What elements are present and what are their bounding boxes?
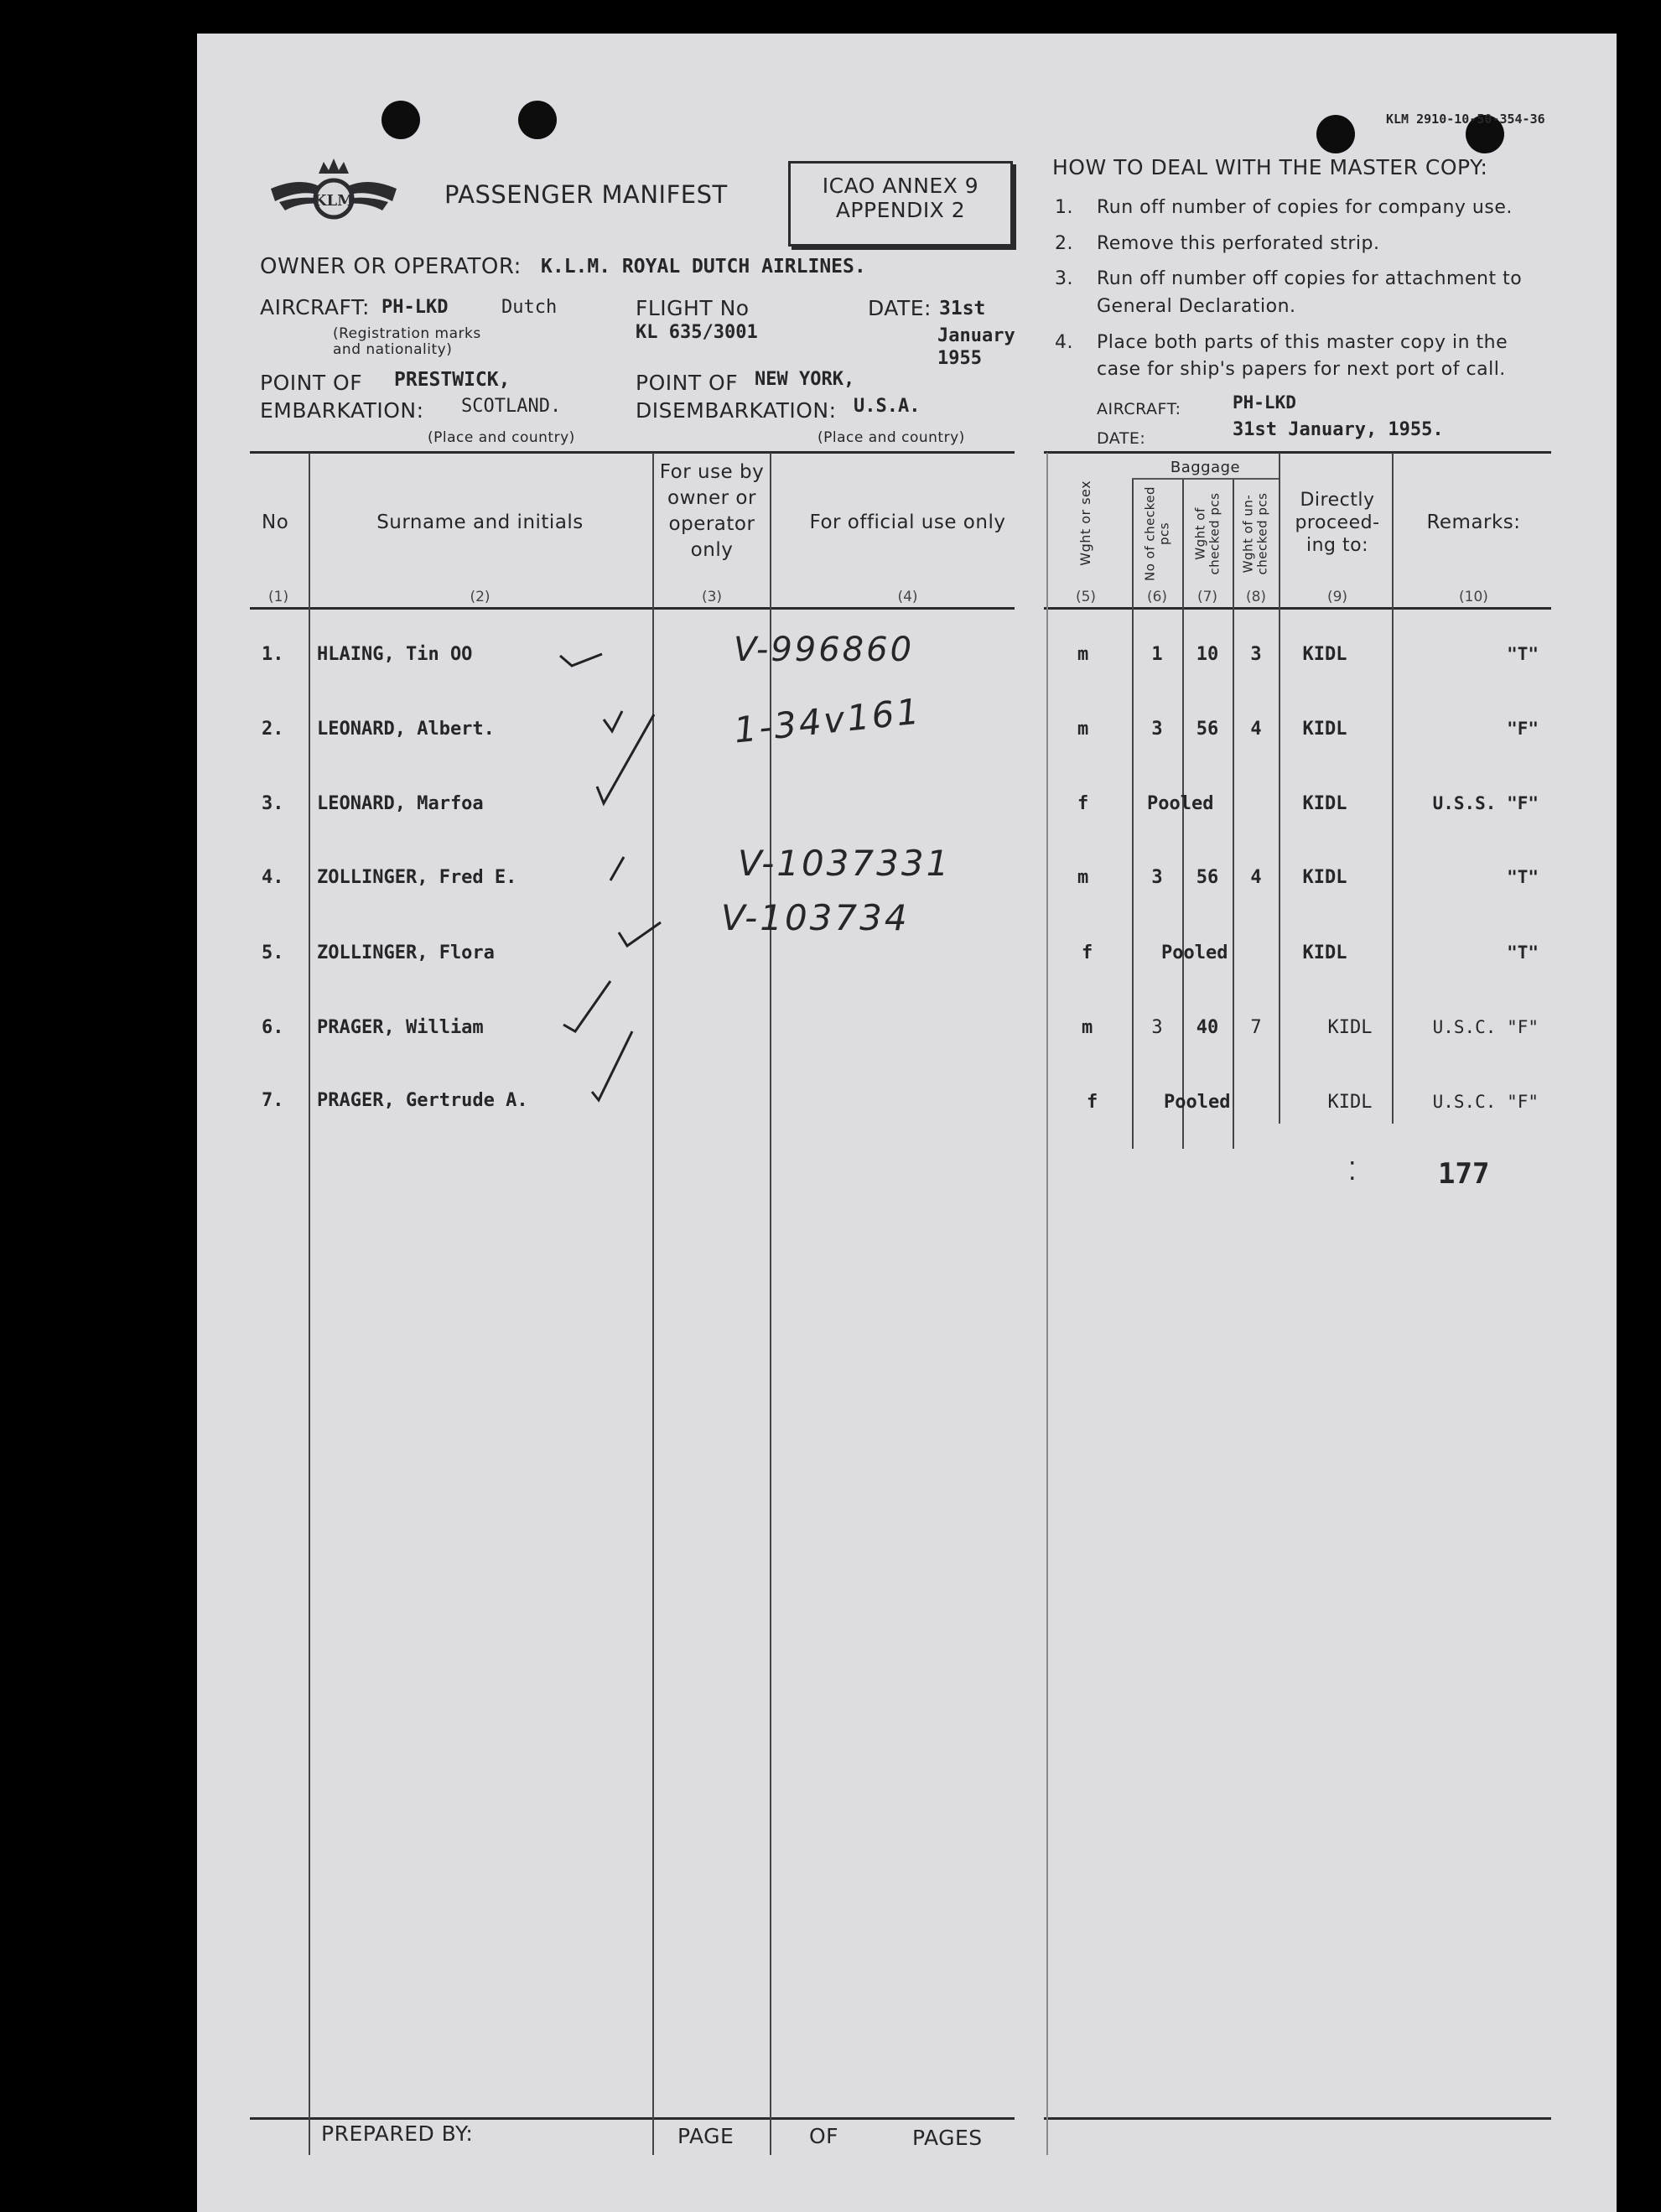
instructions-title: HOW TO DEAL WITH THE MASTER COPY: [1052, 155, 1488, 179]
row-remarks: "T" [1507, 942, 1539, 963]
prepared-by-label: PREPARED BY: [321, 2121, 474, 2146]
row-dest: KIDL [1302, 793, 1347, 814]
col-header-surname: Surname and initials [376, 511, 584, 533]
col-idx-7: (7) [1196, 589, 1218, 605]
col-divider [1233, 478, 1234, 1149]
table-bottom-rule-right [1044, 2117, 1551, 2120]
instruction-1-num: 1. [1055, 197, 1073, 218]
instr-date-label: DATE: [1097, 429, 1146, 448]
row-pcs: 3 [1151, 1017, 1163, 1038]
punch-hole [1316, 115, 1355, 153]
row-name: ZOLLINGER, Fred E. [317, 867, 517, 888]
check-icon [619, 922, 661, 946]
owner-label: OWNER OR OPERATOR: [260, 254, 522, 279]
embark-value-1: PRESTWICK, [394, 369, 511, 391]
instruction-4-text-2: case for ship's papers for next port of call. [1097, 359, 1506, 380]
embark-value-2: SCOTLAND. [461, 396, 562, 417]
row-dest: KIDL [1327, 1092, 1373, 1113]
row-name: PRAGER, Gertrude A. [317, 1090, 528, 1111]
col-idx-5: (5) [1075, 589, 1097, 605]
row-remarks: "F" [1507, 719, 1539, 739]
instruction-3-num: 3. [1055, 268, 1073, 289]
col-divider [1132, 478, 1134, 1149]
check-icon [604, 711, 622, 731]
baggage-rule [1132, 478, 1279, 480]
row-sex: m [1077, 867, 1089, 888]
total-note: 177 [1438, 1157, 1490, 1191]
col-idx-2: (2) [470, 589, 491, 605]
header-bottom-rule-left [250, 607, 1015, 610]
instruction-2-num: 2. [1055, 233, 1073, 254]
col-header-checked-pcs: No of checked pcs [1142, 485, 1171, 582]
date-value-3: 1955 [937, 348, 982, 369]
row-wght: 56 [1196, 719, 1219, 740]
col-idx-10: (10) [1459, 589, 1488, 605]
row-dest: KIDL [1302, 719, 1347, 740]
col-divider [309, 453, 310, 2155]
row-unchecked: 4 [1250, 719, 1262, 740]
row-sex: m [1077, 644, 1089, 665]
table-top-rule-right [1044, 451, 1551, 454]
flight-value: KL 635/3001 [636, 322, 758, 343]
annex-line1: ICAO ANNEX 9 [822, 174, 979, 198]
row-dest: KIDL [1302, 644, 1347, 665]
row-no: 2. [262, 719, 284, 740]
disembark-label-2: DISEMBARKATION: [636, 398, 837, 423]
check-icon [610, 857, 624, 880]
row-remarks: U.S.C. "F" [1432, 1092, 1539, 1112]
col-header-checked-wght: Wght of checked pcs [1192, 492, 1222, 575]
col-header-no: No [262, 511, 289, 533]
instr-aircraft-value: PH-LKD [1233, 392, 1296, 413]
pages-label: PAGES [912, 2126, 983, 2150]
embark-label-1: POINT OF [260, 371, 363, 395]
embark-note: (Place and country) [428, 429, 575, 446]
instruction-4-num: 4. [1055, 332, 1073, 353]
instruction-2-text: Remove this perforated strip. [1097, 233, 1380, 254]
col-idx-4: (4) [897, 589, 918, 605]
svg-text:KLM: KLM [313, 192, 355, 210]
col-header-baggage: Baggage [1170, 459, 1241, 476]
row-pcs: 3 [1151, 867, 1163, 888]
disembark-value-1: NEW YORK, [755, 369, 855, 390]
row-official: V-103734 [721, 897, 910, 938]
row-official: V-996860 [734, 631, 915, 669]
row-sex: m [1082, 1017, 1093, 1038]
row-pcs: 1 [1151, 644, 1163, 665]
instruction-3-text-2: General Declaration. [1097, 296, 1296, 317]
date-value-1: 31st [939, 298, 986, 319]
instr-aircraft-label: AIRCRAFT: [1097, 400, 1181, 418]
row-no: 7. [262, 1090, 284, 1111]
manifest-title: PASSENGER MANIFEST [444, 180, 728, 209]
check-icon [560, 654, 602, 666]
table-bottom-rule-left [250, 2117, 1015, 2120]
disembark-label-1: POINT OF [636, 371, 739, 395]
col-header-weight-sex: Wght or sex [1077, 480, 1094, 566]
instruction-4-text: Place both parts of this master copy in the [1097, 332, 1508, 353]
row-remarks: U.S.S. "F" [1432, 793, 1539, 813]
row-unchecked: 3 [1250, 644, 1262, 665]
col-idx-6: (6) [1146, 589, 1168, 605]
punch-hole [382, 101, 420, 139]
row-pooled: Pooled [1164, 1092, 1231, 1113]
of-label: OF [809, 2124, 839, 2148]
col-header-official: For official use only [809, 511, 1006, 533]
annex-box [788, 161, 1013, 247]
row-pooled: Pooled [1147, 793, 1214, 814]
row-dest: KIDL [1302, 942, 1347, 963]
row-sex: f [1087, 1092, 1098, 1113]
col-idx-1: (1) [268, 589, 289, 605]
row-remarks: "T" [1507, 644, 1539, 664]
aircraft-label: AIRCRAFT: [260, 295, 370, 319]
header-bottom-rule-right [1044, 607, 1551, 610]
date-value-2: January [937, 325, 1015, 346]
col-idx-9: (9) [1326, 589, 1348, 605]
row-remarks: U.S.C. "F" [1432, 1017, 1539, 1037]
punch-hole [518, 101, 557, 139]
disembark-value-2: U.S.A. [854, 396, 921, 417]
row-wght: 40 [1196, 1017, 1219, 1038]
row-unchecked: 7 [1250, 1017, 1262, 1038]
disembark-note: (Place and country) [818, 429, 965, 446]
tally-mark-icon: ⁚ [1348, 1157, 1357, 1186]
aircraft-value: PH-LKD [382, 297, 449, 318]
row-sex: m [1077, 719, 1089, 740]
flight-label: FLIGHT No [636, 296, 750, 320]
row-name: HLAING, Tin OO [317, 644, 473, 665]
row-wght: 10 [1196, 644, 1219, 665]
instruction-1-text: Run off number of copies for company use. [1097, 197, 1513, 218]
row-sex: f [1077, 793, 1089, 814]
row-unchecked: 4 [1250, 867, 1262, 888]
col-header-unchecked: Wght of un-checked pcs [1240, 492, 1269, 575]
row-dest: KIDL [1327, 1017, 1373, 1038]
row-name: LEONARD, Marfoa [317, 793, 484, 814]
col-divider [1279, 453, 1280, 1124]
col-idx-3: (3) [701, 589, 723, 605]
aircraft-nationality: Dutch [501, 297, 558, 318]
row-no: 5. [262, 942, 284, 963]
col-header-proceeding: Directly proceed- ing to: [1295, 490, 1380, 556]
row-wght: 56 [1196, 867, 1219, 888]
row-pooled: Pooled [1161, 942, 1228, 963]
col-header-owner-use: For use by owner or operator only [659, 461, 765, 561]
check-icon [592, 1031, 632, 1100]
check-icon [597, 714, 654, 803]
row-no: 3. [262, 793, 284, 814]
row-name: ZOLLINGER, Flora [317, 942, 495, 963]
col-header-remarks: Remarks: [1426, 511, 1521, 533]
owner-value: K.L.M. ROYAL DUTCH AIRLINES. [541, 256, 866, 278]
aircraft-note: (Registration marks and nationality) [333, 325, 481, 358]
row-sex: f [1082, 942, 1093, 963]
form-number: KLM 2910-10-50-354-36 [1386, 112, 1545, 127]
row-name: LEONARD, Albert. [317, 719, 495, 740]
row-no: 1. [262, 644, 284, 665]
row-official: V-1037331 [738, 843, 952, 884]
checkmarks [553, 637, 671, 1107]
row-name: PRAGER, William [317, 1017, 484, 1038]
date-label: DATE: [868, 296, 932, 320]
col-idx-8: (8) [1245, 589, 1267, 605]
table-top-rule-left [250, 451, 1015, 454]
embark-label-2: EMBARKATION: [260, 398, 424, 423]
page-label: PAGE [677, 2124, 734, 2148]
instruction-3-text: Run off number off copies for attachment to [1097, 268, 1523, 289]
row-remarks: "T" [1507, 867, 1539, 887]
instr-date-value: 31st January, 1955. [1233, 419, 1444, 440]
check-icon [563, 981, 610, 1031]
row-official: 1-34v161 [732, 690, 924, 751]
perforation-line [1046, 453, 1048, 2155]
row-no: 4. [262, 867, 284, 888]
klm-crown-logo [267, 155, 401, 231]
row-pcs: 3 [1151, 719, 1163, 740]
row-dest: KIDL [1302, 867, 1347, 888]
annex-line2: APPENDIX 2 [835, 198, 966, 222]
row-no: 6. [262, 1017, 284, 1038]
